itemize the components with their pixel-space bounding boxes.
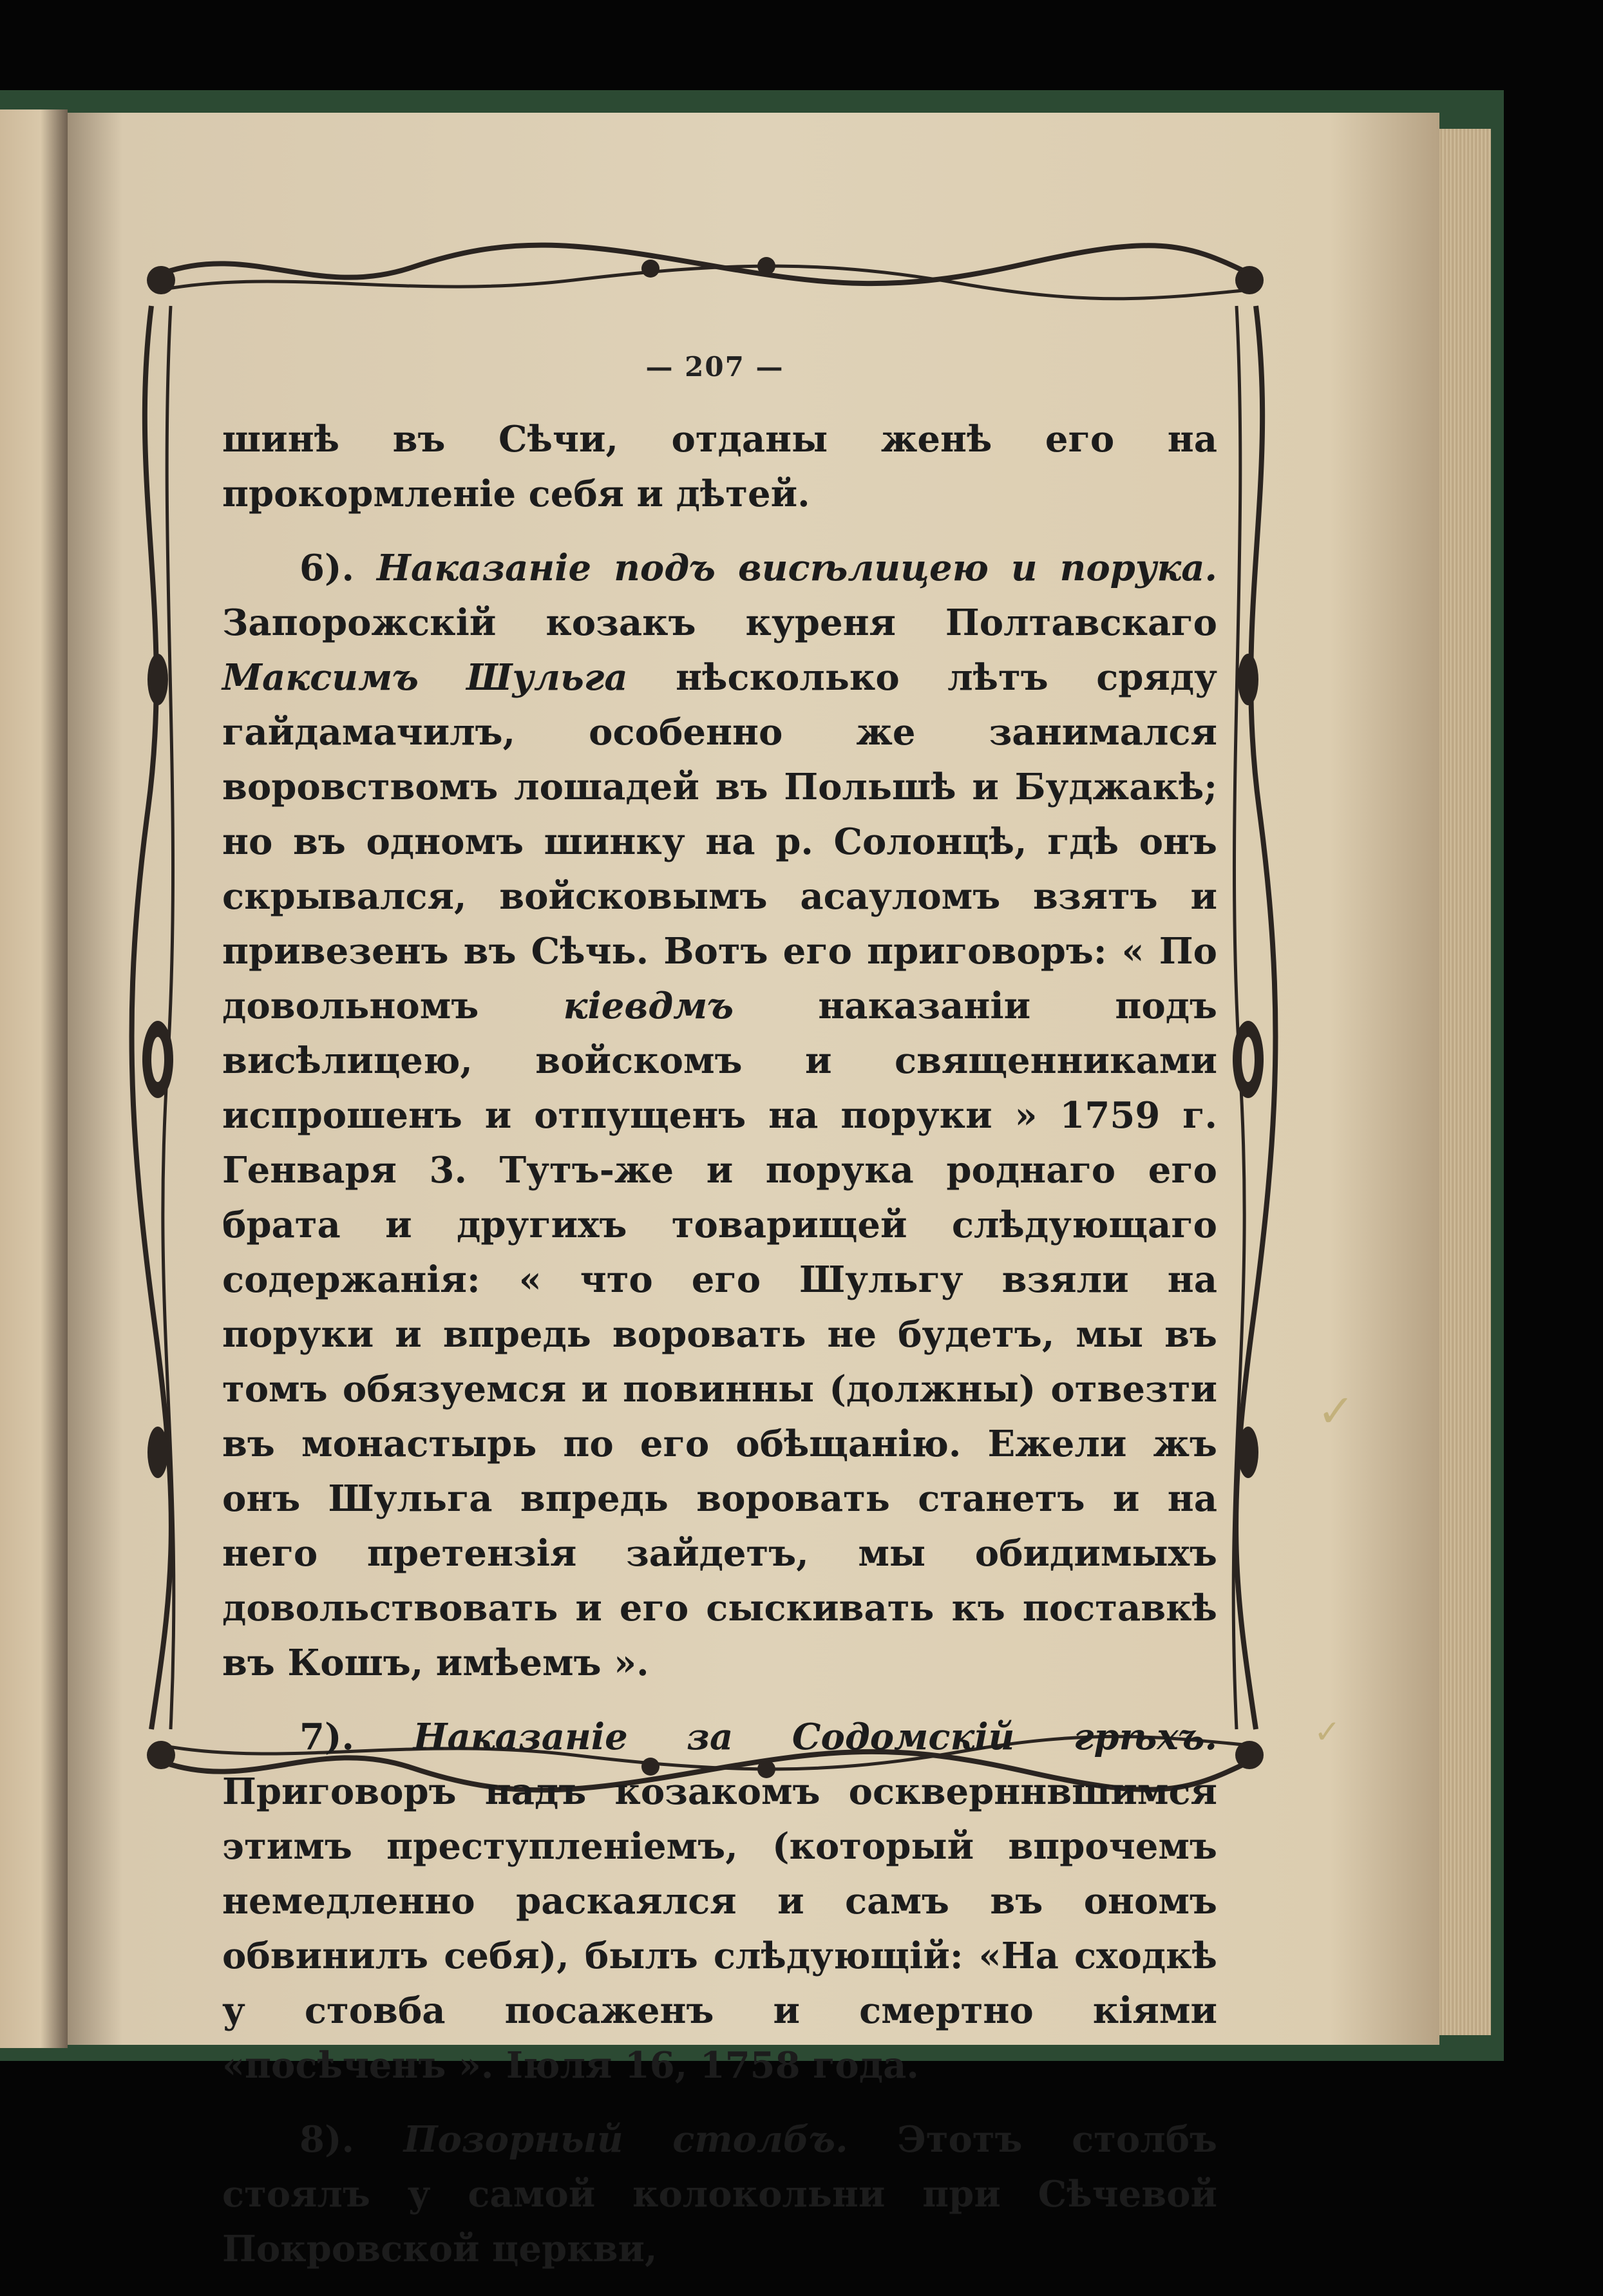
paragraph-6: [222, 541, 1217, 1691]
section-number: 6).: [299, 547, 354, 589]
paragraph-text: нѣсколько лѣтъ сряду гайдамачилъ, особенно же занимался воровствомъ лошадей въ Польшѣ и Буджакѣ; но въ одномъ шинку на р. Солонцѣ, гдѣ онъ скрывался, войсковымъ асауломъ взятъ и привезенъ въ Сѣчь. Вотъ его приговоръ: « По довольномъ: [222, 656, 1217, 1027]
paragraph-text: Приговоръ надъ козакомъ оскверннвшимся этимъ преступленіемъ, (который впрочемъ немедленно раскаялся и самъ въ ономъ обвинилъ себя), былъ слѣдующій: «На сходкѣ у стовба посаженъ и смертно кіями «посѣченъ ». Іюля 16, 1758 года.: [222, 1770, 1217, 2087]
section-heading: Наказаніе подъ висѣлицею и порука.: [377, 547, 1217, 589]
left-page-edge: [0, 109, 68, 2048]
paragraph-text: шинѣ въ Сѣчи, отданы женѣ его на прокормленіе себя и дѣтей.: [222, 418, 1217, 515]
paragraph-text: Запорожскій козакъ куреня Полтавскаго: [222, 602, 1217, 644]
paragraph-text: Этотъ столбъ стоялъ у самой колокольни при Сѣчевой Покровской церкви,: [222, 2118, 1218, 2270]
person-name: Максимъ Шульга: [222, 656, 628, 699]
check-mark-icon: ✓: [1314, 1713, 1341, 1750]
page-edges: [1439, 129, 1491, 2035]
page-text: [222, 412, 1217, 2296]
paragraph-continuation: [222, 412, 1217, 522]
paragraph-8: [222, 2112, 1217, 2277]
check-mark-icon: ✓: [1317, 1385, 1355, 1437]
section-heading: Позорный столбъ.: [403, 2118, 848, 2161]
section-number: 8).: [299, 2118, 354, 2161]
section-heading: Наказаніе за Содомскій грѣхъ.: [413, 1716, 1217, 1758]
page-number: — 207 —: [645, 351, 784, 383]
paragraph-text: наказаніи подъ висѣлицею, войскомъ и священниками испрошенъ и отпущенъ на поруки » 1759 г. Генваря 3. Тутъ-же и порука роднаго его брата и другихъ товарищей слѣдующаго содержанія: « что его Шульгу взяли на поруки и впредь воровать не будетъ, мы въ томъ обязуемся и повинны (должны) отвезти въ монастырь по его обѣщанію. Ежели жъ онъ Шульга впредь воровать станетъ и на него претензія зайдетъ, мы обидимыхъ довольствовать и его сыскивать къ поставкѣ въ Кошъ, имѣемъ ».: [222, 985, 1217, 1684]
section-number: 7).: [299, 1716, 354, 1758]
italic-word: кіевдмъ: [563, 985, 734, 1027]
paragraph-7: [222, 1710, 1217, 2093]
